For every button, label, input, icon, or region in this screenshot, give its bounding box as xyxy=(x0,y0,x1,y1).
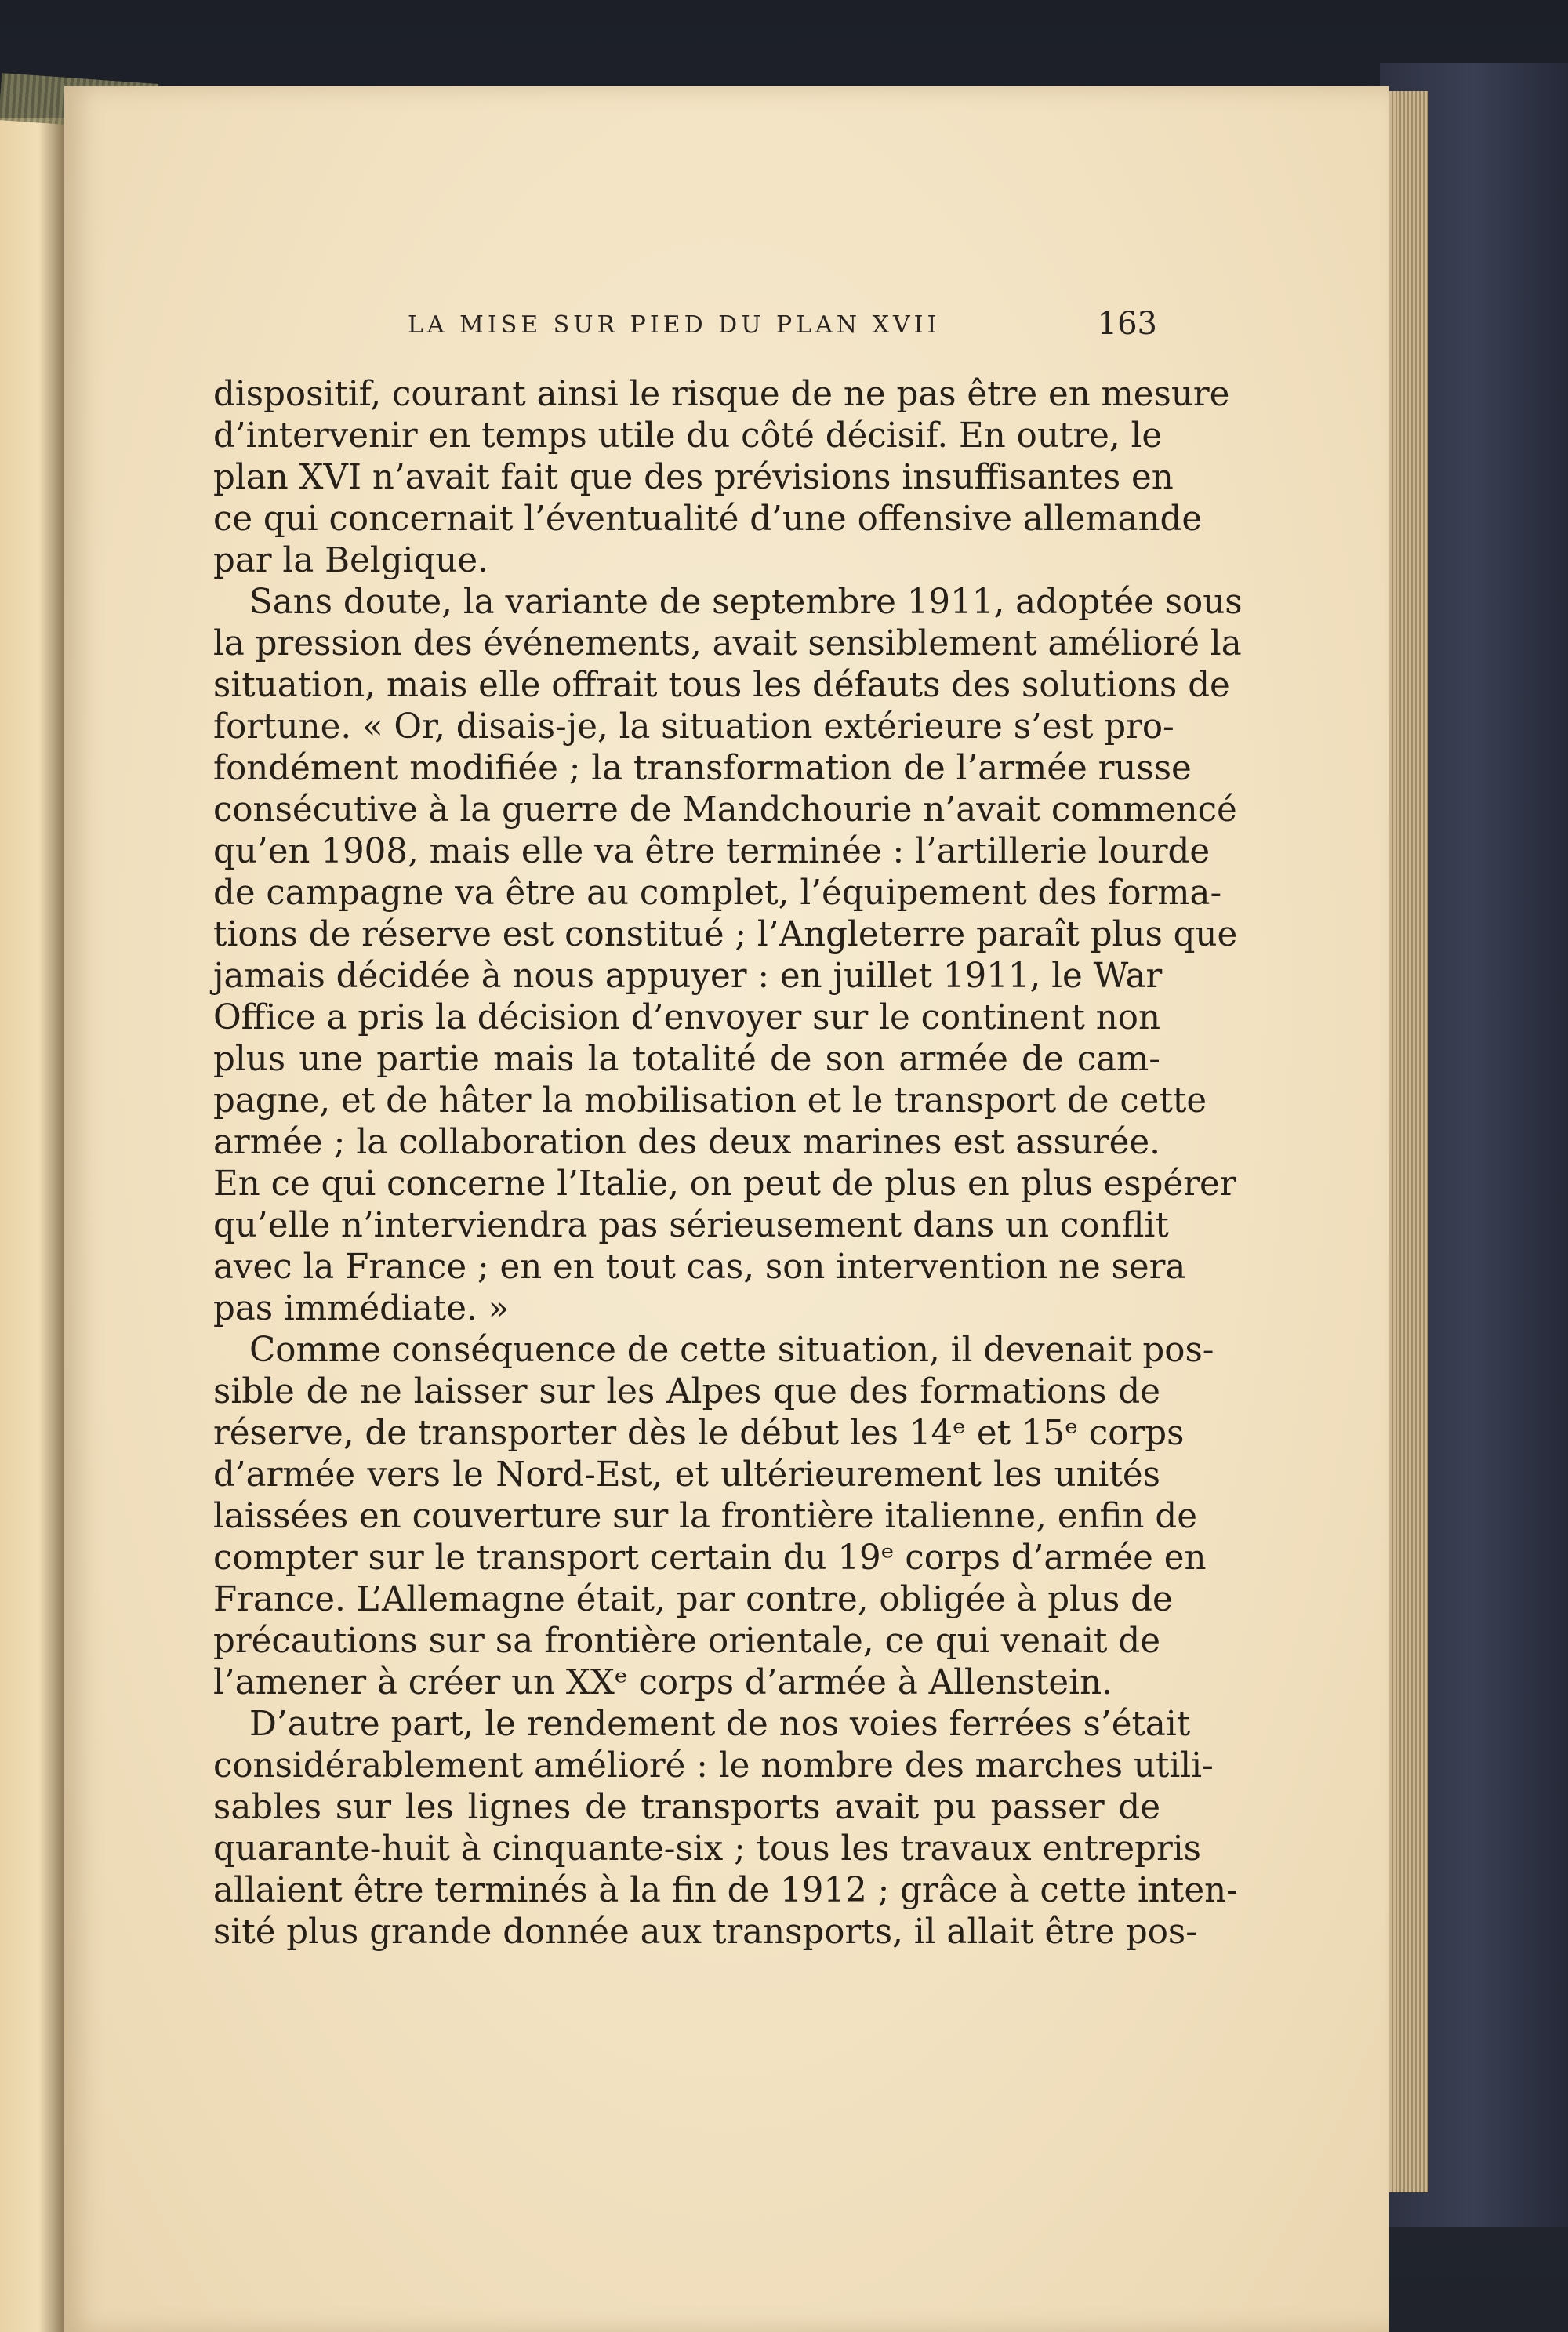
text-line: fondément modifiée ; la transformation de l’armée russe xyxy=(213,749,1192,788)
text-line: réserve, de transporter dès le début les 14ᵉ et 15ᵉ corps xyxy=(213,1414,1185,1453)
text-line: plus une partie mais la totalité de son armée de cam- xyxy=(213,1040,1160,1079)
text-line: d’armée vers le Nord-Est, et ultérieurement les unités xyxy=(213,1455,1160,1495)
text-line: quarante-huit à cinquante-six ; tous les travaux entrepris xyxy=(213,1829,1201,1869)
text-line: qu’elle n’interviendra pas sérieusement dans un conflit xyxy=(213,1206,1169,1245)
text-line: situation, mais elle offrait tous les défauts des solutions de xyxy=(213,666,1230,705)
text-line: considérablement amélioré : le nombre des marches utili- xyxy=(213,1746,1214,1785)
facing-page-edge xyxy=(0,118,64,2332)
text-line: pas immédiate. » xyxy=(213,1289,510,1328)
text-line: la pression des événements, avait sensiblement amélioré la xyxy=(213,624,1242,663)
text-line: armée ; la collaboration des deux marines est assurée. xyxy=(213,1123,1160,1162)
body-text xyxy=(213,374,1243,1953)
text-line: qu’en 1908, mais elle va être terminée : l’artillerie lourde xyxy=(213,832,1210,871)
text-line: D’autre part, le rendement de nos voies ferrées s’était xyxy=(249,1705,1191,1744)
text-line: sables sur les lignes de transports avait pu passer de xyxy=(213,1788,1160,1827)
text-line: Sans doute, la variante de septembre 1911, adoptée sous xyxy=(249,583,1243,622)
text-line: avec la France ; en en tout cas, son intervention ne sera xyxy=(213,1248,1186,1287)
text-line: fortune. « Or, disais-je, la situation extérieure s’est pro- xyxy=(213,707,1174,746)
text-line: France. L’Allemagne était, par contre, obligée à plus de xyxy=(213,1580,1173,1619)
text-line: plan XVI n’avait fait que des prévisions insuffisantes en xyxy=(213,458,1174,497)
text-line: pagne, et de hâter la mobilisation et le transport de cette xyxy=(213,1081,1207,1121)
page-number: 163 xyxy=(1097,306,1157,342)
text-line: allaient être terminés à la fin de 1912 ; grâce à cette inten- xyxy=(213,1871,1238,1910)
text-line: par la Belgique. xyxy=(213,541,488,580)
text-line: précautions sur sa frontière orientale, ce qui venait de xyxy=(213,1622,1160,1661)
text-line: Comme conséquence de cette situation, il devenait pos- xyxy=(249,1331,1214,1370)
text-line: ce qui concernait l’éventualité d’une offensive allemande xyxy=(213,499,1203,539)
text-line: sité plus grande donnée aux transports, il allait être pos- xyxy=(213,1912,1197,1952)
running-header: LA MISE SUR PIED DU PLAN XVII xyxy=(408,311,941,339)
text-line: consécutive à la guerre de Mandchourie n’avait commencé xyxy=(213,790,1237,830)
text-line: d’intervenir en temps utile du côté décisif. En outre, le xyxy=(213,416,1163,456)
text-line: de campagne va être au complet, l’équipement des forma- xyxy=(213,874,1222,913)
text-line: Office a pris la décision d’envoyer sur le continent non xyxy=(213,998,1160,1037)
text-line: laissées en couverture sur la frontière italienne, enfin de xyxy=(213,1497,1197,1536)
text-line: tions de réserve est constitué ; l’Angleterre paraît plus que xyxy=(213,915,1238,954)
text-line: l’amener à créer un XXᵉ corps d’armée à Allenstein. xyxy=(213,1663,1112,1702)
text-line: jamais décidée à nous appuyer : en juillet 1911, le War xyxy=(213,957,1163,996)
text-line: sible de ne laisser sur les Alpes que des formations de xyxy=(213,1372,1160,1411)
text-line: En ce qui concerne l’Italie, on peut de plus en plus espérer xyxy=(213,1164,1236,1204)
text-line: dispositif, courant ainsi le risque de ne pas être en mesure xyxy=(213,375,1230,414)
text-line: compter sur le transport certain du 19ᵉ corps d’armée en xyxy=(213,1538,1207,1578)
